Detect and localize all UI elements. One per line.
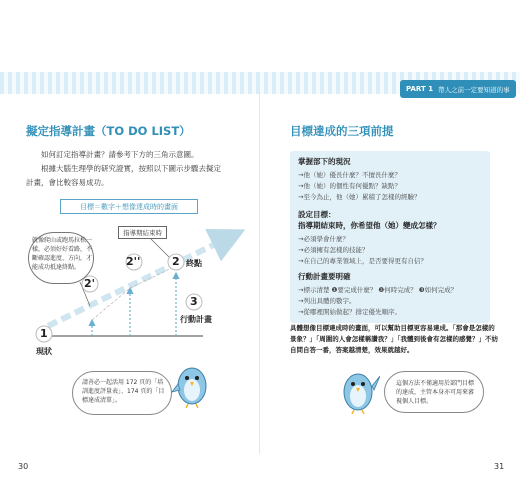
top-margin xyxy=(0,0,520,72)
card-set-goal xyxy=(290,204,490,272)
point-2p-number: 2' xyxy=(84,277,96,290)
card-heading xyxy=(298,209,482,231)
card-item: →他（她）優長什麼？不擅長什麼？ xyxy=(298,171,401,179)
card-item: →他（她）的個性有何優點？缺點？ xyxy=(298,182,401,190)
card-action-plan xyxy=(290,266,490,323)
left-section-title: 擬定指導計畫（TO DO LIST） xyxy=(26,124,191,138)
intro-line-1: 如何訂定指導計畫？請參考下方的三角示意圖。 xyxy=(41,150,199,159)
bird-mascot-icon xyxy=(170,356,214,408)
point-2-caption: 終點 xyxy=(186,259,202,268)
card-item: →在自己的專業領域上，是否要得更有自信？ xyxy=(298,257,427,265)
speech-bubble-text: 就像爬山或跑馬拉松一樣，必須好好看路，不斷確認進度、方向，才能成功抵達終點。 xyxy=(32,237,93,271)
owl-note-left: 請善必一起活用 172 頁的「培訓進度評量表」、174 頁的「目標達成清單」。 xyxy=(82,379,165,404)
book-spine xyxy=(259,94,260,454)
card-item: →必須擁有怎樣的技能？ xyxy=(298,246,369,254)
part-title: 帶人之前一定要知道的事 xyxy=(438,85,510,94)
part-label: PART 1 xyxy=(406,85,434,93)
left-intro-paragraph xyxy=(26,148,240,190)
card-item: →從哪裡開始做起？排定優先順序。 xyxy=(298,308,401,316)
intro-line-3: 計畫，會比較容易成功。 xyxy=(26,178,109,187)
intro-line-2: 根據大腦生理學的研究證實，按照以下圖示步驟去擬定 xyxy=(41,164,221,173)
goal-formula-box: 目標＝數字＋想像達成時的畫面 xyxy=(60,199,198,214)
card-current-status xyxy=(290,151,490,208)
card-item: →列出具體的數字。 xyxy=(298,297,356,305)
triangle-diagram xyxy=(18,218,250,363)
card-heading-line1: 設定目標： xyxy=(298,210,336,219)
point-1-number: 1 xyxy=(40,327,48,340)
point-3-number: 3 xyxy=(190,295,198,308)
card-item: →標示清楚 ❶要完成什麼？ ❷何時完成？ ❸如何完成？ xyxy=(298,286,458,294)
page-number-left: 30 xyxy=(18,462,29,471)
part-banner xyxy=(400,80,516,98)
right-section-title: 目標達成的三項前提 xyxy=(290,124,394,138)
card-item: →必須學會什麼？ xyxy=(298,235,349,243)
card-heading-line2: 指導期結束時，你希望他（她）變成怎樣？ xyxy=(298,221,441,230)
point-2-number: 2 xyxy=(172,255,180,268)
deadline-tag: 指導期結束時 xyxy=(118,226,167,239)
point-3-caption: 行動計畫 xyxy=(180,315,212,324)
visualization-paragraph: 具體想像目標達成時的畫面，可以幫助目標更容易達成。「那會是怎樣的景象？」「周圍的人會怎樣稱讚我？」「我體到後會有怎樣的感覺？」不妨自問自答一番，答案越清楚，效果就越好。 xyxy=(290,324,498,354)
point-1-caption: 現狀 xyxy=(36,347,52,356)
point-2pp-number: 2'' xyxy=(126,255,141,268)
card-heading: 行動計畫要明確 xyxy=(298,272,351,281)
card-item: →至今為止，他（她）累積了怎樣的經驗？ xyxy=(298,193,421,201)
card-heading: 掌握部下的現況 xyxy=(298,157,351,166)
owl-note-right: 這個方法不僅適用於部門目標的達成，主管本身亦可用來審視個人目標。 xyxy=(396,380,475,405)
page-number-right: 31 xyxy=(494,462,505,471)
bird-mascot-icon xyxy=(336,360,380,414)
